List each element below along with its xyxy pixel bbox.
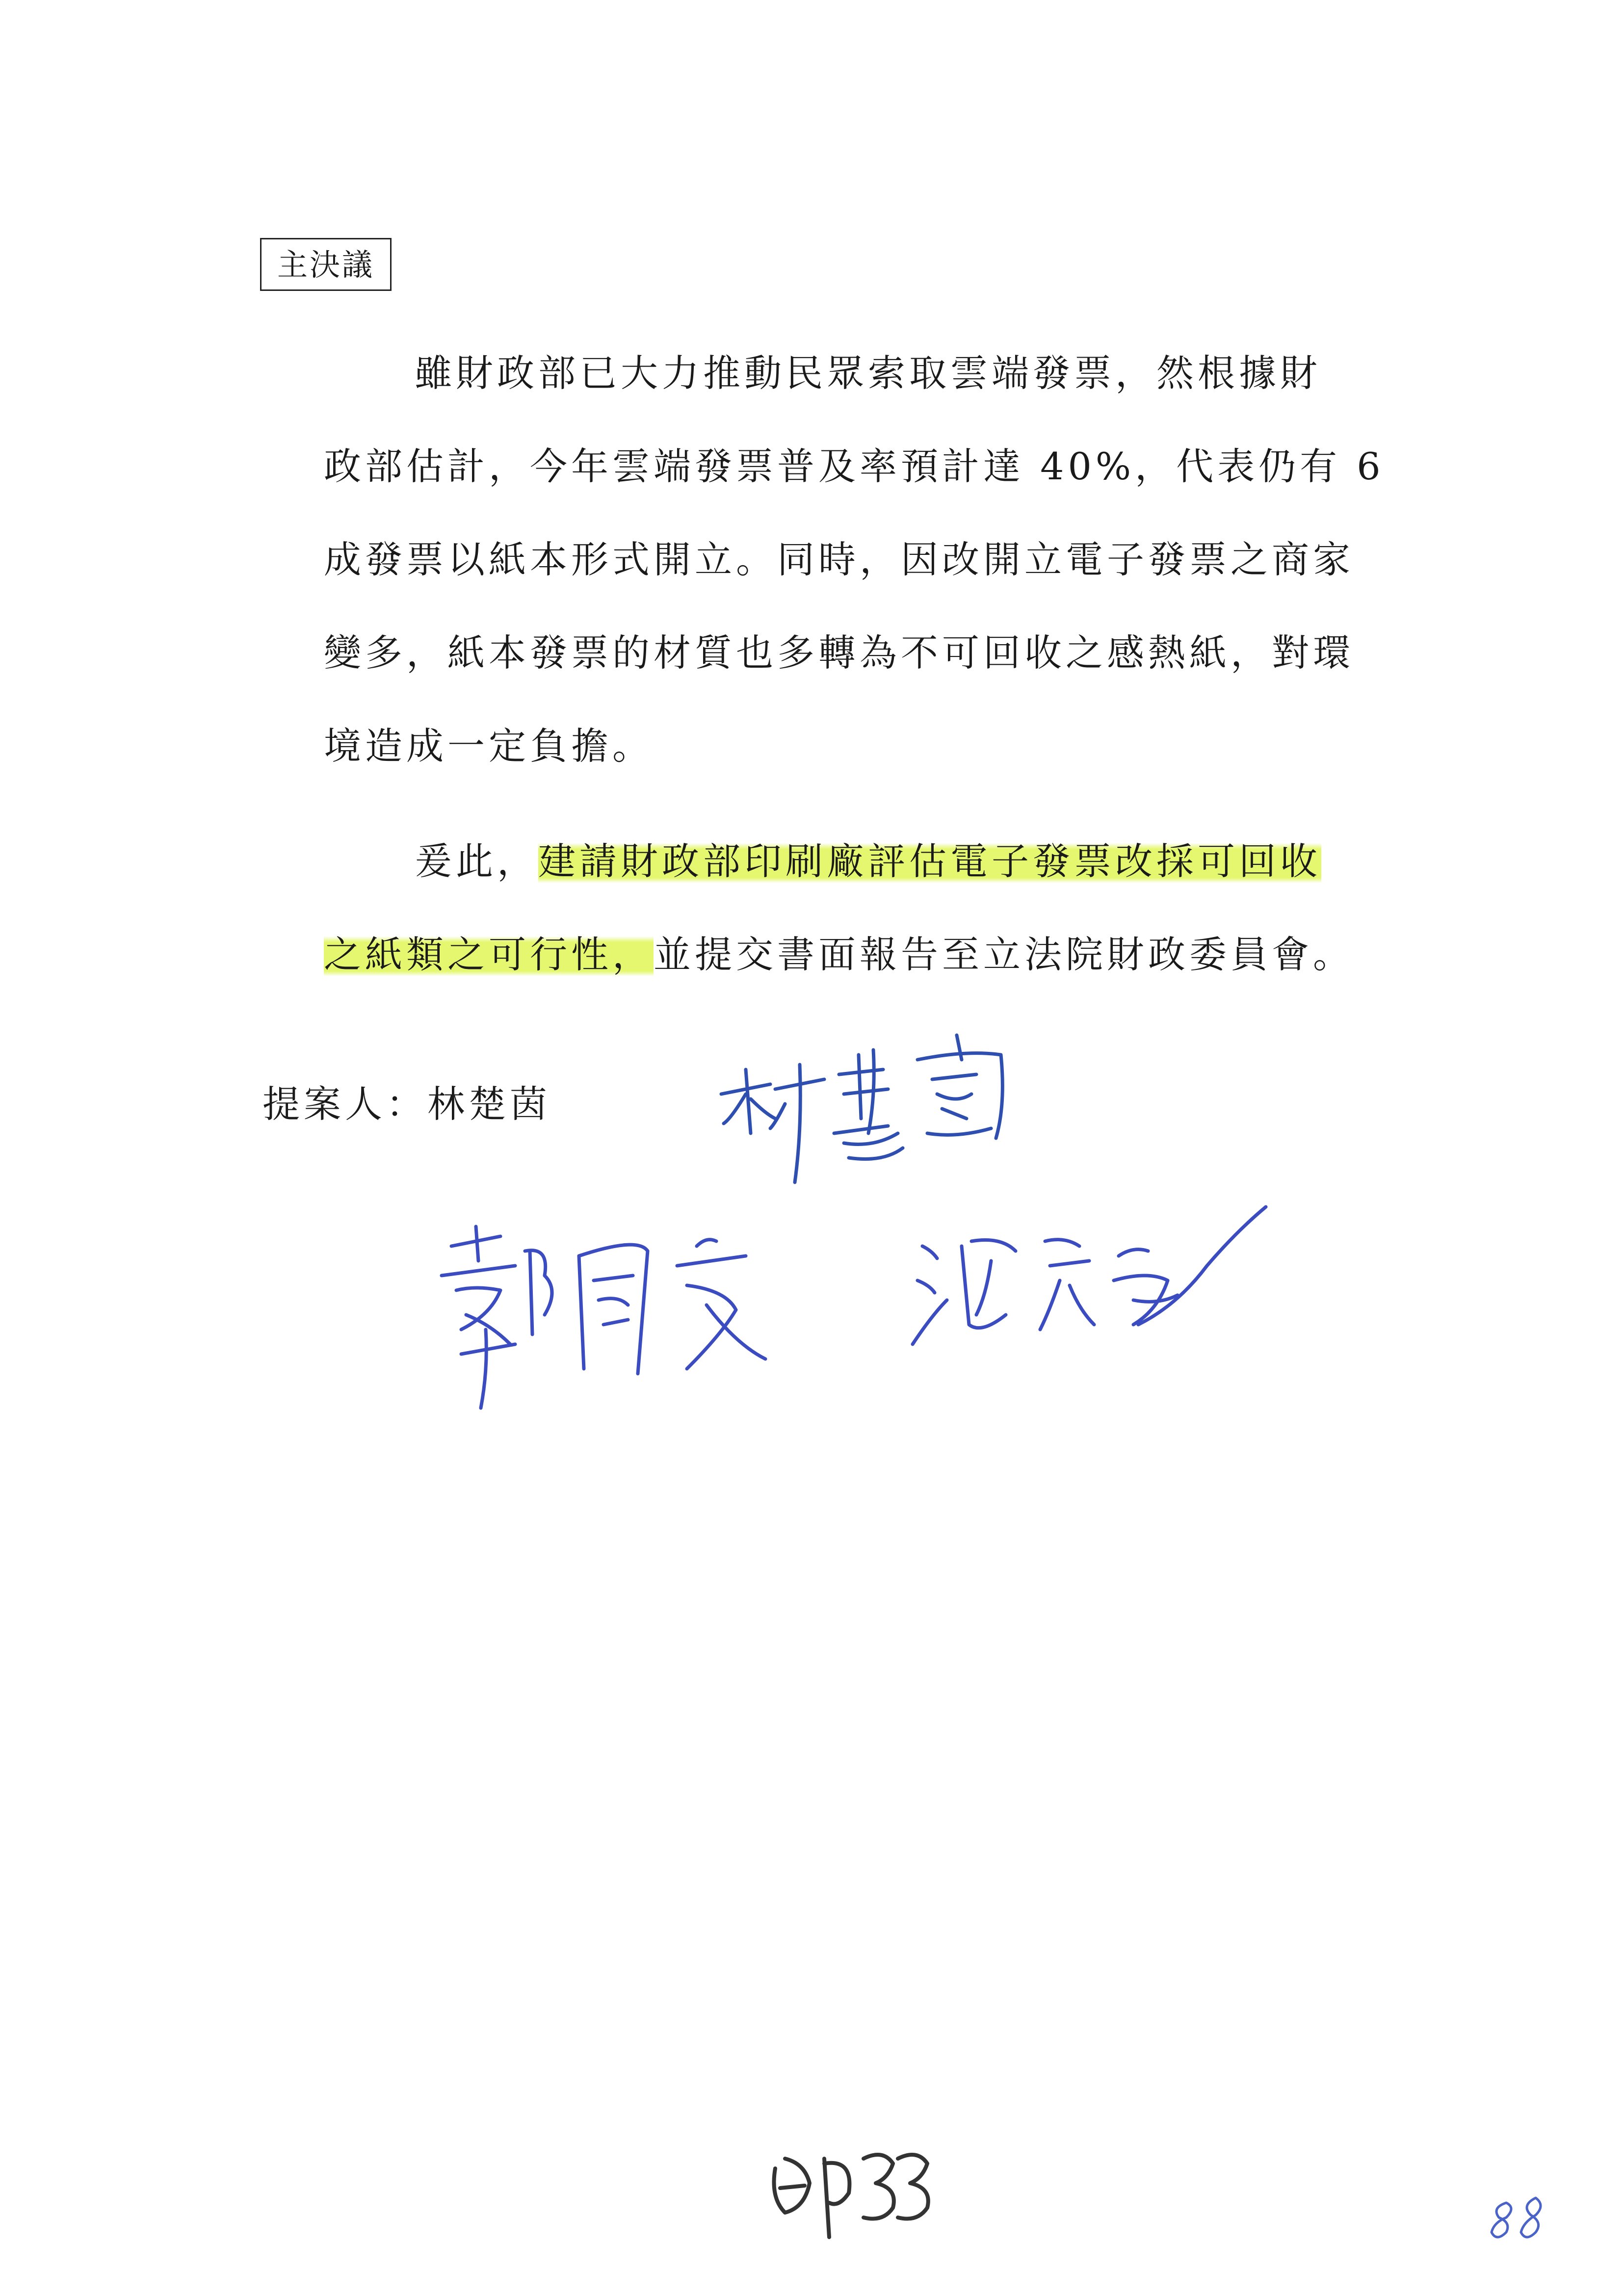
- handwritten-page-number: [1482, 2183, 1570, 2252]
- resolution-heading: 主決議: [260, 238, 392, 291]
- highlighted-request: 建請財政部印刷廠評估電子發票改採可回收: [538, 839, 1321, 883]
- body-line-2: 政部估計，今年雲端發票普及率預計達 40%，代表仍有 6: [324, 444, 1385, 488]
- signature-shen-fa-hui: [903, 1187, 1276, 1383]
- body-line-1: 雖財政部已大力推動民眾索取雲端發票，然根據財: [415, 351, 1321, 395]
- body-line-3: 成發票以紙本形式開立。同時，因改開立電子發票之商家: [324, 538, 1354, 581]
- request-remainder: 並提交書面報告至立法院財政委員會。: [654, 933, 1354, 976]
- body-line-6: [415, 832, 1321, 885]
- body-line-4: 變多，紙本發票的材質也多轉為不可回收之感熱紙，對環: [324, 631, 1354, 675]
- handwritten-stamp-mark: [756, 2124, 942, 2271]
- paragraph-prefix: 爰此，: [415, 839, 538, 883]
- proposer-label: 提案人：林楚茵: [262, 1082, 551, 1126]
- body-line-5: 境造成一定負擔。: [324, 724, 654, 768]
- highlighted-request-cont: 之紙類之可行性，: [324, 933, 654, 976]
- body-line-7: [324, 925, 1354, 978]
- signature-kuo-kuo-wen: [432, 1207, 805, 1418]
